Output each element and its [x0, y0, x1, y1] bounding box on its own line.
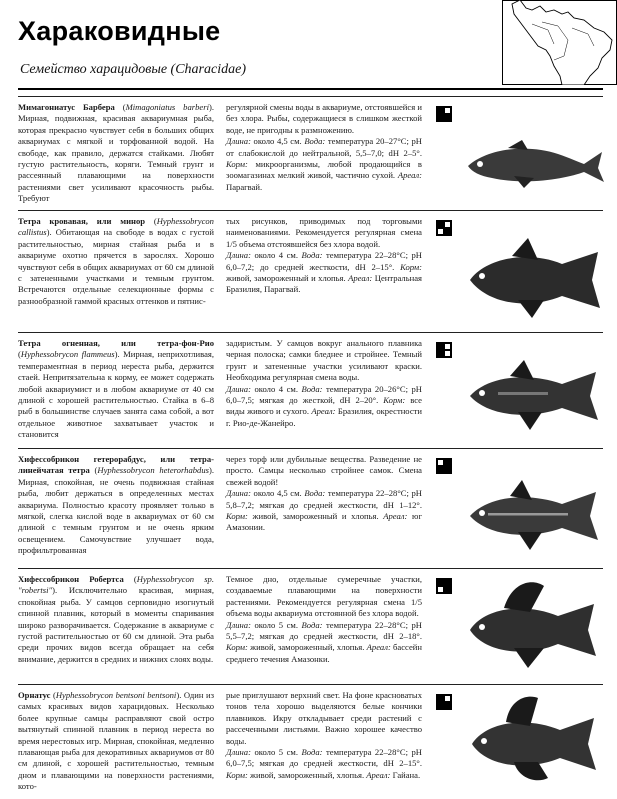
latin-close: ).: [208, 102, 214, 112]
latin-open: (: [145, 216, 157, 226]
water-label: Вода:: [301, 619, 323, 630]
length-value: около 4,5 см.: [250, 488, 305, 499]
entry-care: [226, 454, 422, 534]
tank-symbol-icon: [436, 578, 452, 594]
entry-care: [226, 690, 422, 781]
area-label: Ареал:: [366, 642, 391, 653]
entry-care: [226, 574, 422, 665]
species-entry: [18, 332, 603, 444]
water-value: температура 20–26°С; pH 6,0–7,5; мягкая до жесткой, dH 2–20°.: [226, 383, 422, 406]
water-value: температура 22–28°С; pH 5,8–7,2; мягкая до средней жесткости, dH 1–12°.: [226, 488, 422, 510]
latin-close: ).: [208, 465, 214, 476]
length-label: Длина:: [226, 250, 251, 261]
entry-rule: [18, 684, 603, 685]
water-value: температура 22–28°С; pH 6,0–7,5; мягкая до средней жесткости, dH 2–15°.: [226, 747, 422, 769]
species-latin: Hyphessobrycon callistus: [18, 216, 214, 238]
area-label: Ареал:: [366, 769, 391, 780]
species-name: Хифессобрикон Робертса: [18, 574, 124, 584]
area-value: юг Амазонии.: [226, 511, 422, 533]
area-value: Гайана.: [390, 769, 421, 780]
description-text: Мирная, неприхотливая, темпераментная в период нереста рыба, держится стаей. Непритязательна к корму, ее может содержать любой аквариумист и в любом аквариуме от 40 см длиной с хорошей растительностью. Стайка в 6–8 рыб в большинстве случаев занята сама собой, а вот отдельное животное захватывает участок и становится: [18, 349, 214, 440]
latin-close: ).: [46, 227, 52, 238]
area-label: Ареал:: [311, 406, 336, 417]
description-text: Обитающая на свободе в водах с густой растительностью, мирная стайная рыба и в аквариуме охотно прячется в зарослях. Хорошо чувствуют себя в общих аквариумах от 60 см длиной с затененными участками и темным грунтом. Встречаются отдельные селекционные формы с разнообразной гаммой красных оттенков и пятнис-: [18, 227, 214, 306]
description-text: Мирная, подвижная, красивая аквариумная рыба, которая прекрасно чувствует себя в больших общих аквариумах с мягкой и торфованной водой. На свободе, как правило, держатся стайками. Любят густую растительность, коряги. Темный грунт и рассеянный плавающими на поверхности растениями свет усиливают красочность рыбы. Требуют: [18, 113, 214, 204]
family-prefix: Семейство харацидовые (: [20, 62, 176, 77]
species-latin: Mimagoniatus barberi: [125, 102, 209, 112]
area-value: Бразилия, окрестности г. Рио-де-Жанейро.: [226, 406, 422, 428]
area-label: Ареал:: [348, 273, 373, 284]
fish-illustration: [458, 346, 608, 441]
species-entry: [18, 448, 603, 564]
description-text: Исключительно красивая, мирная, спокойная рыба. У самцов серповидно изогнутый спинной плавник, который в моменты спаривания широко разворачивается. Содержание в аквариуме с густой растительностью от 60 см длиной. Эта рыба среди прочих видов всегда обращает на себя внимание, держится в средних и нижних слоях воды.: [18, 585, 214, 664]
species-entry: [18, 210, 603, 328]
water-label: Вода:: [301, 250, 323, 261]
length-label: Длина:: [226, 747, 251, 758]
food-value: все виды живого и сухого.: [226, 395, 422, 417]
entry-rule: [18, 448, 603, 449]
entry-rule: [18, 332, 603, 333]
care-text: рые приглушают верхний свет. На фоне красноватых тонов тела хорошо выделяются белые кончики плавников. Икру откладывает среди растений с рассеченными листьями. Важно хорошее качество воды.: [226, 690, 422, 746]
length-value: около 5 см.: [250, 747, 302, 758]
care-text: Темное дно, отдельные сумеречные участки, создаваемые плавающими на поверхности растениями. Рекомендуется регулярная смена 1/5 объема воды аквариума отстоянной без хлора водой.: [226, 574, 422, 619]
food-value: микроорганизмы, любой продающийся в зоомагазинах мелкий живой, частично сухой.: [226, 159, 422, 181]
fish-illustration: [458, 464, 608, 559]
entry-care: [226, 338, 422, 429]
water-value: температура 20–27°С; pH от слабокислой до нейтральной, 5,5–7,0; dH 2–5°.: [226, 136, 422, 158]
length-label: Длина:: [226, 488, 251, 499]
species-entry: [18, 684, 603, 796]
latin-open: (: [123, 574, 137, 584]
family-subtitle: [20, 62, 246, 78]
length-value: около 4 см.: [250, 250, 302, 261]
family-suffix: ): [241, 62, 246, 77]
water-label: Вода:: [301, 383, 323, 394]
species-name: Мимагониатус Барбера: [18, 102, 115, 112]
food-label: Корм:: [226, 511, 248, 522]
area-value: Парагвай.: [226, 181, 263, 192]
entry-care: [226, 102, 422, 193]
food-value: живой, замороженный, хлопья.: [247, 769, 367, 780]
care-text: задиристым. У самцов вокруг анального плавника черная полоска; самки бледнее и стройнее. Темный грунт и затененные участки усиливают краски. Необходима регулярная смена воды.: [226, 338, 422, 383]
food-value: живой, замороженный и хлопья.: [247, 511, 384, 522]
tank-symbol-icon: [436, 458, 452, 474]
tank-symbol-icon: [436, 694, 452, 710]
food-label: Корм:: [226, 159, 248, 170]
area-value: бассейн среднего течения Амазонки.: [226, 642, 422, 664]
tank-symbol-icon: [436, 342, 452, 358]
latin-open: (: [18, 349, 21, 360]
food-label: Корм:: [400, 261, 422, 272]
description-text: Один из самых красивых видов харацидовых. Несколько более крупные самцы расправляют свой остро вытянутый спинной плавник в период нереста во время нерестовых игр. Мирная, спокойная, медленно плавающая рыба для декоративных аквариумов от 80 см длиной, с хорошей растительностью, темным дном и плавающими на поверхности растениями, кото-: [18, 690, 214, 792]
length-label: Длина:: [226, 136, 251, 147]
food-value: живой, замороженный, хлопья.: [247, 642, 367, 653]
food-label: Корм:: [383, 395, 406, 406]
water-value: температура 22–28°С; pH 5,5–7,2; мягкая до средней жесткости, dH 2–18°.: [226, 619, 422, 642]
species-latin: Hyphessobrycon sp. "robertsi": [18, 574, 215, 596]
entry-description: [18, 102, 214, 205]
species-name: Тетра огненная, или тетра-фон-Рио: [18, 338, 214, 348]
water-value: температура 22–28°С; pH 6,0–7,2; до средней жесткости, dH 2–15°.: [226, 250, 422, 272]
species-latin: Hyphessobrycon heterorhabdus: [97, 465, 209, 476]
entry-rule: [18, 568, 603, 569]
entry-rule: [18, 96, 603, 97]
entry-description: [18, 216, 214, 307]
description-text: Мирная, спокойная, не очень подвижная стайная рыба, любит держаться в определенных местах аквариума. Полностью красоту проявляет только в мягкой, слегка кислой воде в аквариумах от 60 см длиной с темным грунтом и не очень ярким освещением. Самочувствие улучшает вода, профильтрованная: [18, 476, 214, 556]
species-entry: [18, 96, 603, 206]
species-latin: Hyphessobrycon bentsoni bentsoni: [55, 690, 177, 700]
species-name: Тетра кровавая, или минор: [18, 216, 146, 226]
food-label: Корм:: [226, 769, 248, 780]
care-text: регулярной смены воды в аквариуме, отстоявшейся и без хлора. Рыбы, содержащиеся в слишком жесткой воде, не пригодны к размножению.: [226, 102, 422, 135]
entry-rule: [18, 210, 603, 211]
header-rule: [18, 88, 603, 90]
length-value: около 4,5 см.: [250, 136, 305, 147]
entry-care: [226, 216, 422, 296]
length-label: Длина:: [226, 383, 251, 394]
fish-illustration: [458, 114, 608, 209]
water-label: Вода:: [304, 488, 326, 499]
south-america-map-icon: [502, 0, 617, 85]
latin-close: ).: [176, 690, 182, 700]
entry-description: [18, 454, 214, 557]
latin-open: (: [50, 690, 56, 700]
water-label: Вода:: [301, 747, 323, 758]
latin-open: (: [114, 102, 126, 112]
species-name: Хифессобрикон гетерорабдус, или тетра-линейчатая тетра: [18, 454, 214, 476]
page-title: Хараковидные: [18, 16, 221, 46]
length-value: около 5 см.: [250, 619, 302, 630]
latin-open: (: [89, 465, 98, 476]
fish-illustration: [458, 578, 608, 673]
care-text: через торф или дубильные вещества. Разведение не просто. Самцы несколько стройнее самок. Смена свежей водой!: [226, 454, 422, 487]
tank-symbol-icon: [436, 106, 452, 122]
care-text: тых рисунков, приводимых под торговыми наименованиями. Рекомендуется регулярная смена 1/5 объема отстоявшейся без хлора водой.: [226, 216, 422, 249]
area-label: Ареал:: [397, 170, 422, 181]
family-latin: Characidae: [175, 62, 242, 77]
food-value: живой, замороженный и хлопья.: [226, 273, 349, 284]
entry-description: [18, 690, 214, 793]
water-label: Вода:: [304, 136, 326, 147]
food-label: Корм:: [226, 642, 248, 653]
length-value: около 4 см.: [250, 383, 302, 394]
entry-description: [18, 574, 214, 665]
tank-symbol-icon: [436, 220, 452, 236]
species-latin: Hyphessobrycon flammeus: [20, 349, 115, 360]
length-label: Длина:: [226, 619, 251, 630]
entry-description: [18, 338, 214, 441]
area-value: Центральная Бразилия, Парагвай.: [226, 273, 422, 295]
species-name: Орнатус: [18, 690, 51, 700]
species-entry: [18, 568, 603, 680]
fish-illustration: [458, 692, 608, 787]
latin-close: ).: [52, 585, 58, 596]
area-label: Ареал:: [383, 511, 408, 522]
fish-illustration: [458, 230, 608, 325]
latin-close: ).: [114, 349, 120, 360]
